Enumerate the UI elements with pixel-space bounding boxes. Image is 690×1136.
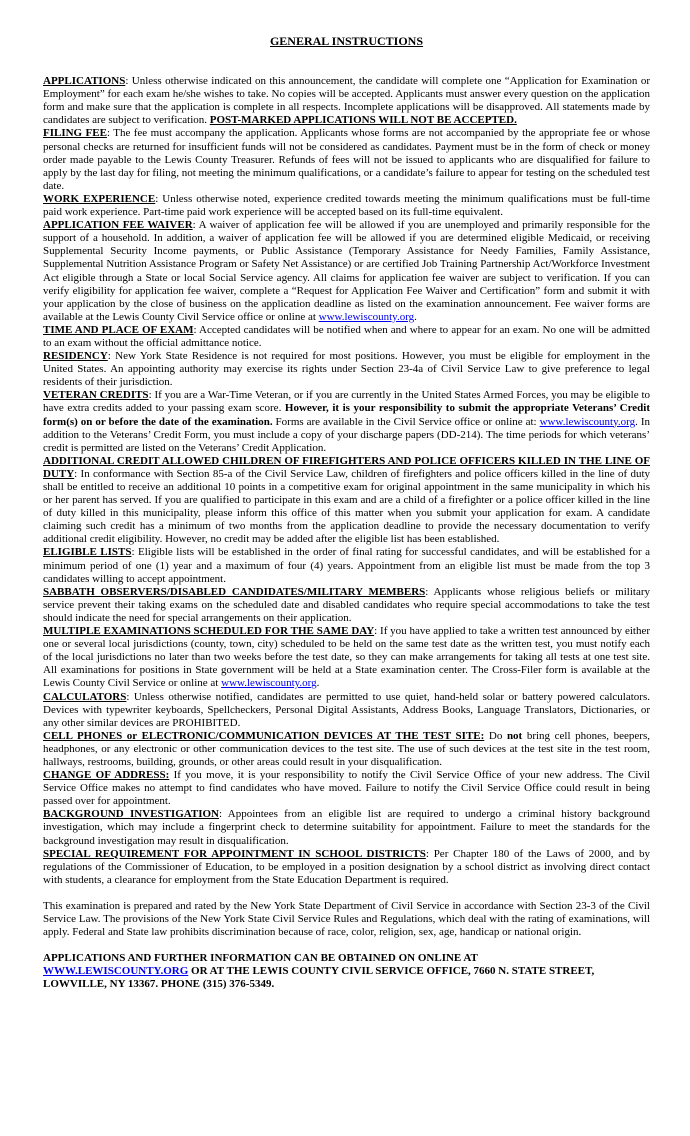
school-districts-heading: SPECIAL REQUIREMENT FOR APPOINTMENT IN SCHOOL DISTRICTS (43, 847, 426, 860)
sabbath-observers-heading: SABBATH OBSERVERS/DISABLED CANDIDATES/MILITARY MEMBERS (43, 585, 426, 598)
heading-separator: : (193, 323, 200, 336)
time-place-heading: TIME AND PLACE OF EXAM (43, 323, 194, 336)
cell-phones-body-pre: Do (488, 729, 507, 742)
lewiscounty-link-footer[interactable]: WWW.LEWISCOUNTY.ORG (43, 965, 189, 978)
veteran-credits-body3: . In addition to the Veterans’ Credit Form, you must include a copy of your discharge papers (DD-214). The time periods for which veterans’ credit is permitted are listed on the Veterans’ Credit Application. (43, 415, 650, 454)
heading-separator: : (74, 467, 81, 480)
change-address-heading: CHANGE OF ADDRESS: (43, 769, 170, 782)
fee-waiver-body-end: . (414, 310, 417, 323)
section-filing-fee (43, 127, 650, 192)
heading-separator: : (219, 808, 228, 821)
lewiscounty-link[interactable]: www.lewiscounty.org (539, 415, 636, 428)
heading-separator: : (131, 546, 138, 559)
section-veteran-credits (43, 389, 650, 454)
cell-phones-not-bold: not (506, 729, 523, 742)
school-districts-body: Per Chapter 180 of the Laws of 2000, and by regulations of the Commissioner of Education, to be employed in a position designation by a school district as involving direct contact with students, a clearance for employment from the State Education Department is required. (43, 847, 650, 886)
section-residency (43, 350, 650, 389)
heading-separator: : (106, 127, 114, 140)
section-time-and-place (43, 324, 650, 350)
eligible-lists-body: Eligible lists will be established in the order of final rating for successful candidates, and will be established for a minimum period of one (1) year and a maximum of four (4) years. Appointment from an eligible list must be made from the top 3 candidates willing to accept appointment. (43, 546, 650, 585)
multiple-exams-body-end: . (316, 677, 320, 690)
applications-body: Unless otherwise indicated on this announcement, the candidate will complete one “Application for Examination or Employment” for each exam he/she wishes to take. No copies will be accepted. Applicants must answer every question on the application form and make sure that the application is complete in all respects. Incomplete applications will be disapproved. All statements made by candidates are subject to verification. (43, 75, 650, 127)
section-sabbath-observers (43, 586, 650, 625)
multiple-exams-heading: MULTIPLE EXAMINATIONS SCHEDULED FOR THE SAME DAY (43, 625, 375, 638)
section-eligible-lists (43, 546, 650, 585)
applications-heading: APPLICATIONS (43, 75, 126, 88)
footer-line2: OR AT THE LEWIS COUNTY CIVIL SERVICE OFFICE, 7660 N. STATE STREET, (188, 965, 595, 978)
footer-contact-block (43, 952, 650, 991)
section-additional-credit (43, 455, 650, 547)
section-multiple-examinations (43, 625, 650, 690)
section-background-investigation (43, 808, 650, 847)
additional-credit-body: In conformance with Section 85-a of the Civil Service Law, children of firefighters and police officers killed in the line of duty shall be entitled to receive an additional 10 points in a competitive exam for original appointment in the same municipality in which his or her parent has served. If you are qualified to participate in this exam and are a child of a firefighter or a police officer killed in the line of duty killed in this municipality, please inform this office of this matter when you submit your application for exam. A candidate claiming such credit has a minimum of two months from the application deadline to provide the necessary documentation to verify additional credit eligibility. However, no credit may be added after the eligible list has been established. (43, 467, 650, 546)
cell-phones-body-post: bring cell phones, beepers, headphones, or any electronic or other communication devices to the test site. The use of such devices at the test site in the test room, hallways, restrooms, building, grounds, or other areas could result in your disqualification. (43, 729, 650, 768)
heading-separator: : (148, 389, 155, 402)
footer-line3: LOWVILLE, NY 13367. PHONE (315) 376-5349. (43, 978, 275, 991)
heading-separator: : (125, 75, 132, 88)
veteran-credits-heading: VETERAN CREDITS (43, 389, 149, 402)
veteran-credits-body2: Forms are available in the Civil Service office or online at: (272, 415, 540, 428)
footer-line1: APPLICATIONS AND FURTHER INFORMATION CAN BE OBTAINED ON ONLINE AT (43, 952, 478, 965)
postmarked-warning: POST-MARKED APPLICATIONS WILL NOT BE ACCEPTED. (209, 114, 517, 127)
eligible-lists-heading: ELIGIBLE LISTS (43, 546, 132, 559)
change-address-body: If you move, it is your responsibility to notify the Civil Service Office of your new address. The Civil Service Office makes no attempt to find candidates who have moved. Failure to notify the Civil Service Office could result in being passed over for appointment. (43, 769, 650, 808)
section-applications (43, 75, 650, 127)
section-application-fee-waiver (43, 219, 650, 324)
work-experience-heading: WORK EXPERIENCE (43, 192, 156, 205)
section-work-experience (43, 193, 650, 219)
calculators-body: Unless otherwise notified, candidates are permitted to use quiet, hand-held solar or battery powered calculators. Devices with typewriter keyboards, Spellcheckers, Personal Digital Assistants, Address Books, Language Translators, Dictionaries, or any other similar devices are PROHIBITED. (43, 690, 650, 729)
fee-waiver-body: A waiver of application fee will be allowed if you are unemployed and primarily responsible for the support of a household. In addition, a waiver of application fee will be allowed if you are determined eligible Medicaid, or receiving Supplemental Security Income payments, or Public Assistance (Temporary Assistance for Needy Families, Family Assistance, Supplemental Nutrition Assistance Program or Safety Net Assistance) or are certified Job Training Partnership Act/Workforce Investment Act eligible through a State or local Social Service agency. All claims for application fee waiver are subject to verification. If you can verify eligibility for application fee waiver, complete a “Request for Application Fee Waiver and Certification” form and submit it with your application by the close of business on the application deadline as listed on the examination announcement. Fee waiver forms are available at the Lewis County Civil Service office or online at (43, 219, 651, 323)
section-school-districts (43, 848, 650, 887)
calculators-heading: CALCULATORS (43, 690, 127, 703)
fee-waiver-heading: APPLICATION FEE WAIVER (43, 219, 193, 232)
heading-separator: : (126, 690, 134, 703)
multiple-exams-body: If you have applied to take a written test announced by either one or several local jurisdictions (county, town, city) scheduled to be held on the same test date as the written test, you must notify each of the local jurisdictions no later than two weeks before the test date, so they can make arrangements for taking all tests at one test site. All examinations for positions in State government will be held at a State examination center. The Cross-Filer form is available at the Lewis County Civil Service or online at (43, 625, 650, 690)
closing-paragraph: This examination is prepared and rated by the New York State Department of Civil Service in accordance with Section 23-3 of the Civil Service Law. The provisions of the New York State Civil Service Rules and Regulations, which deal with the rating of examinations, will apply. Federal and State law prohibits discrimination because of race, color, religion, sex, age, handicap or national origin. (43, 899, 650, 939)
section-cell-phones (43, 730, 650, 769)
lewiscounty-link[interactable]: www.lewiscounty.org (318, 310, 415, 323)
lewiscounty-link[interactable]: www.lewiscounty.org (221, 677, 317, 690)
residency-heading: RESIDENCY (43, 350, 108, 363)
residency-body: New York State Residence is not required for most positions. However, you must be eligible for employment in the United States. An appointing authority may exercise its rights under Section 23-4a of Civil Service Law to give preference to legal residents of their jurisdiction. (43, 350, 650, 389)
additional-credit-heading: ADDITIONAL CREDIT ALLOWED CHILDREN OF FIREFIGHTERS AND POLICE OFFICERS KILLED IN THE LINE OF DUTY (43, 454, 650, 480)
time-place-body: Accepted candidates will be notified when and where to appear for an exam. No one will be admitted to an exam without the official admittance notice. (43, 323, 650, 349)
section-change-of-address (43, 769, 650, 808)
heading-separator: : (425, 585, 434, 598)
heading-separator: : (155, 192, 163, 205)
veteran-credits-bold-note: However, it is your responsibility to submit the appropriate Veterans’ Credit form(s) on or before the date of the examination. (43, 402, 650, 428)
paragraph-gap (43, 887, 650, 900)
sabbath-observers-body: Applicants whose religious beliefs or military service prevent their taking exams on the scheduled date and disabled candidates who require special accommodations to take the test should indicate the need for special arrangements on their application. (43, 585, 650, 624)
heading-separator: : (425, 847, 434, 860)
page-title: GENERAL INSTRUCTIONS (269, 34, 424, 48)
filing-fee-body: The fee must accompany the application. Applicants whose forms are not accompanied by the appropriate fee or whose personal checks are returned for insufficient funds will not be considered as candidates. Payment must be in the form of check or money order made payable to the Lewis County Treasurer. Refunds of fees will not be issued to applicants who are disqualified for failure to apply by the last day for filing, not meeting the minimum qualifications, or a candidate’s failure to appear for testing on the scheduled test date. (43, 127, 650, 192)
cell-phones-heading: CELL PHONES or ELECTRONIC/COMMUNICATION DEVICES AT THE TEST SITE: (43, 729, 485, 742)
background-heading: BACKGROUND INVESTIGATION (43, 808, 219, 821)
heading-separator: : (107, 350, 116, 363)
section-calculators (43, 691, 650, 730)
work-experience-body: Unless otherwise noted, experience credited towards meeting the minimum qualifications must be full-time paid work experience. Part-time paid work experience will be accepted based on its full-time equivalent. (43, 192, 650, 219)
veteran-credits-body: If you are a War-Time Veteran, or if you are currently in the United States Armed Forces, you may be eligible to have extra credits added to your passing exam score. (43, 389, 651, 415)
heading-separator: : (192, 219, 199, 232)
background-body: Appointees from an eligible list are required to undergo a criminal history background investigation, which may include a fingerprint check to determine suitability for appointment. Failure to meet the standards for the background investigation may result in disqualification. (43, 808, 650, 847)
heading-separator: : (374, 625, 381, 638)
filing-fee-heading: FILING FEE (43, 127, 107, 140)
